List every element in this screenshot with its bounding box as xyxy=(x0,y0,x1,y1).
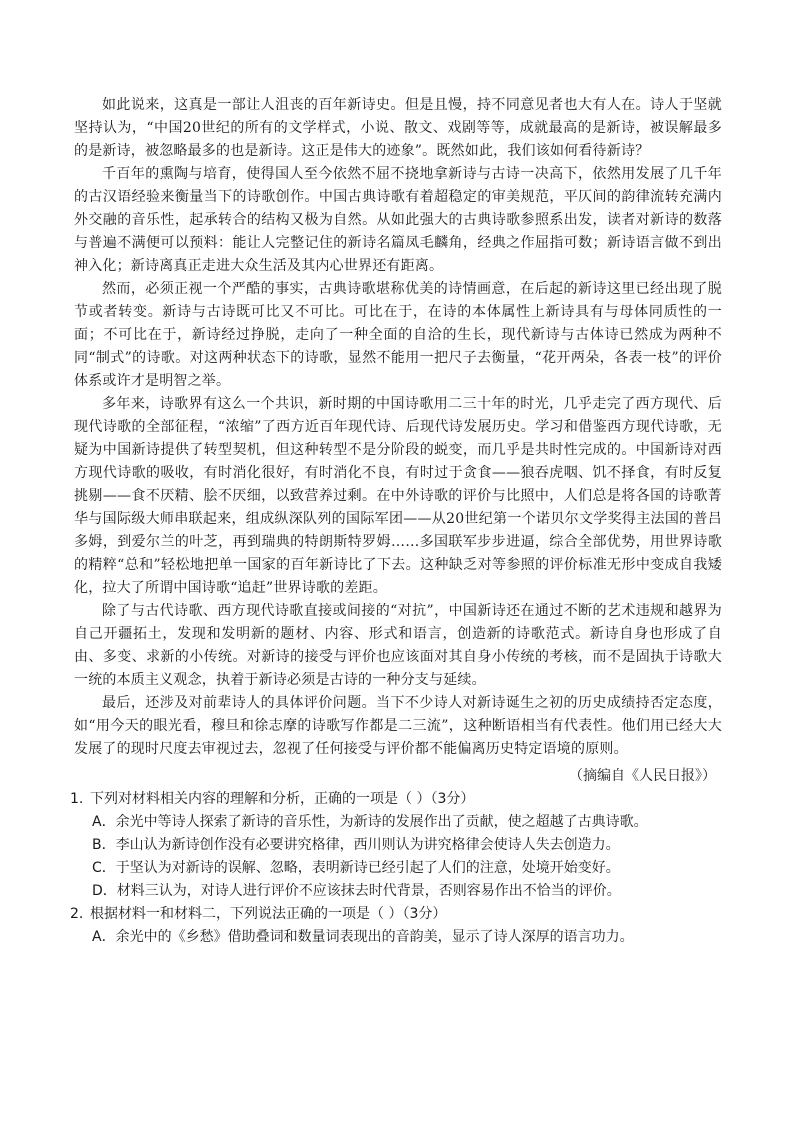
question-1-option-a: A．余光中等诗人探索了新诗的音乐性，为新诗的发展作出了贡献，使之超越了古典诗歌。 xyxy=(92,814,648,830)
exam-page xyxy=(70,94,722,949)
question-1-option-c: C．于坚认为对新诗的误解、忽略，表明新诗已经引起了人们的注意，处境开始变好。 xyxy=(92,860,620,876)
question-2-number: 2. xyxy=(70,906,84,922)
question-2-text: 根据材料一和材料二，下列说法正确的一项是（ ）（3分） xyxy=(90,906,447,922)
article-paragraph-5: 除了与古代诗歌、西方现代诗歌直接或间接的“对抗”，中国新诗还在通过不断的艺术违规和越界为自己开疆拓土，发现和发明新的题材、内容、形式和语言，创造新的诗歌范式。新诗自身也形成了自由、多变、求新的小传统。对新诗的接受与评价也应该面对其自身小传统的考核，而不是固执于诗歌大一统的本质主义观念，执着于新诗必须是古诗的一种分支与延续。 xyxy=(74,603,722,688)
question-2-option-a: A．余光中的《乡愁》借助叠词和数量词表现出的音韵美，显示了诗人深厚的语言功力。 xyxy=(92,929,634,945)
question-1-option-b: B．李山认为新诗创作没有必要讲究格律，西川则认为讲究格律会使诗人失去创造力。 xyxy=(92,837,620,853)
question-1-stem xyxy=(70,788,722,811)
question-2 xyxy=(70,903,722,949)
article-paragraph-2: 千百年的熏陶与培育，使得国人至今依然不屈不挠地拿新诗与古诗一决高下，依然用发展了几千年的古汉语经验来衡量当下的诗歌创作。中国古典诗歌有着超稳定的审美规范，平仄间的韵律流转充满内外交融的音乐性，起承转合的结构又极为自然。从如此强大的古典诗歌参照系出发，读者对新诗的数落与普遍不满便可以预料：能让人完整记住的新诗名篇凤毛麟角，经典之作屈指可数；新诗语言做不到出神入化；新诗离真正走进大众生活及其内心世界还有距离。 xyxy=(74,166,722,274)
question-2-stem xyxy=(70,903,722,926)
question-1-text: 下列对材料相关内容的理解和分析，正确的一项是（ ）（3分） xyxy=(90,791,475,807)
article-paragraph-3: 然而，必须正视一个严酷的事实，古典诗歌堪称优美的诗情画意，在后起的新诗这里已经出现了脱节或者转变。新诗与古诗既可比又不可比。可比在于，在诗的本体属性上新诗具有与母体同质性的一面；不可比在于，新诗经过挣脱，走向了一种全面的自洽的生长，现代新诗与古体诗已然成为两种不同“制式”的诗歌。对这两种状态下的诗歌，显然不能用一把尺子去衡量，“花开两朵，各表一枝”的评价体系或许才是明智之举。 xyxy=(74,281,722,389)
question-1-option-d: D．材料三认为，对诗人进行评价不应该抹去时代背景，否则容易作出不恰当的评价。 xyxy=(92,883,621,899)
question-1 xyxy=(70,788,722,903)
article-source: （摘编自《人民日报》） xyxy=(569,768,716,784)
question-1-number: 1. xyxy=(70,791,84,807)
article-paragraph-1: 如此说来，这真是一部让人沮丧的百年新诗史。但是且慢，持不同意见者也大有人在。诗人于坚就坚持认为，“中国20世纪的所有的文学样式，小说、散文、戏剧等等，成就最高的是新诗，被误解最多的是新诗，被忽略最多的也是新诗。这正是伟大的迹象”。既然如此，我们该如何看待新诗？ xyxy=(74,97,722,159)
article-paragraph-4: 多年来，诗歌界有这么一个共识，新时期的中国诗歌用二三十年的时光，几乎走完了西方现代、后现代诗歌的全部征程，“浓缩”了西方近百年现代诗、后现代诗发展历史。学习和借鉴西方现代诗歌，无疑为中国新诗提供了转型契机，但这种转型不是分阶段的蜕变，而几乎是共时性完成的。中国新诗对西方现代诗歌的吸收，有时消化很好，有时消化不良，有时过于贪食——狼吞虎咽、饥不择食，有时反复挑剔——食不厌精、脍不厌细，以致营养过剩。在中外诗歌的评价与比照中，人们总是将各国的诗歌菁华与国际级大师串联起来，组成纵深队列的国际军团——从20世纪第一个诺贝尔文学奖得主法国的普吕多姆，到爱尔兰的叶芝，再到瑞典的特朗斯特罗姆……多国联军步步进逼，综合全部优势，用世界诗歌的精粹“总和”轻松地把单一国家的百年新诗比了下去。这种缺乏对等参照的评价标准无形中变成自我矮化，拉大了所谓中国诗歌“追赶”世界诗歌的差距。 xyxy=(74,396,722,596)
article-paragraph-6: 最后，还涉及对前辈诗人的具体评价问题。当下不少诗人对新诗诞生之初的历史成绩持否定态度，如“用今天的眼光看，穆旦和徐志摩的诗歌写作都是二三流”，这种断语相当有代表性。他们用已经大大发展了的现时尺度去审视过去，忽视了任何接受与评价都不能偏离历史特定语境的原则。 xyxy=(74,695,722,757)
